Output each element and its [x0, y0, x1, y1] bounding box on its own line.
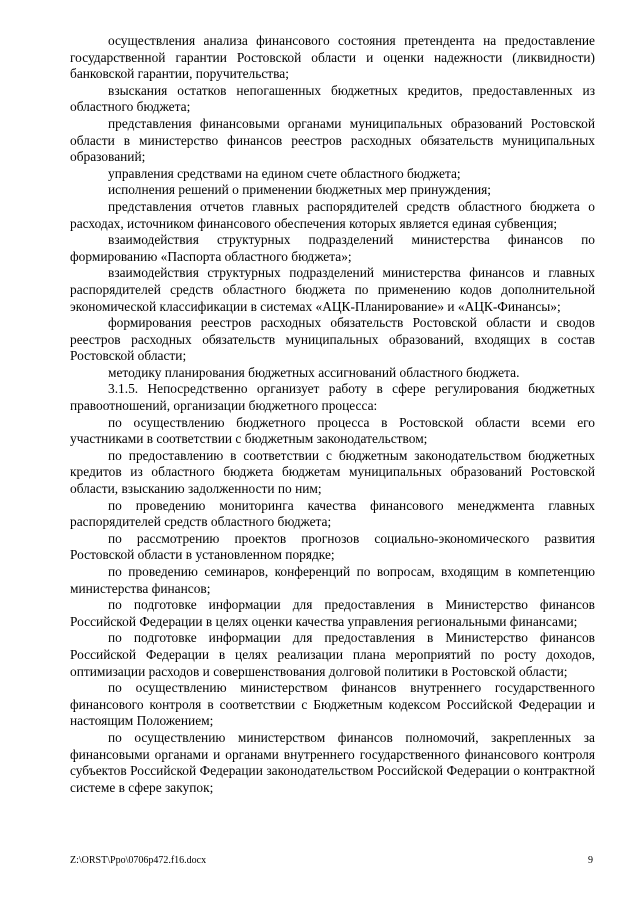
paragraph: представления отчетов главных распорядителей средств областного бюджета о расходах, источником финансового обеспечения которых является единая субвенция;: [70, 198, 595, 231]
paragraph: по подготовке информации для предоставления в Министерство финансов Российской Федерации в целях оценки качества управления региональными финансами;: [70, 597, 595, 629]
footer-page-number: 9: [588, 855, 593, 866]
paragraph: по рассмотрению проектов прогнозов социально-экономического развития Ростовской области в установленном порядке;: [70, 530, 595, 563]
section-paragraph: 3.1.5. Непосредственно организует работу в сфере регулирования бюджетных правоотношений, организации бюджетного процесса:: [70, 381, 595, 414]
paragraph: по подготовке информации для предоставления в Министерство финансов Российской Федерации в целях реализации плана мероприятий по росту доходов, оптимизации расходов и совершенствования долговой политики в Ростовской области;: [70, 630, 595, 679]
paragraph: представления финансовыми органами муниципальных образований Ростовской области в министерство финансов реестров расходных обязательств муниципальных образований;: [70, 115, 595, 165]
paragraph: по предоставлению в соответствии с бюджетным законодательством бюджетных кредитов из областного бюджета бюджетам муниципальных образований Ростовской области, взысканию задолженности по ним;: [70, 447, 595, 497]
paragraph: взаимодействия структурных подразделений министерства финансов и главных распорядителей средств областного бюджета по применению кодов дополнительной экономической классификации в системах «АЦК-Планирование» и «АЦК-Финансы»;: [70, 265, 595, 314]
paragraph: по осуществлению министерством финансов внутреннего государственного финансового контроля в соответствии с Бюджетным кодексом Российской Федерации и настоящим Положением;: [70, 680, 595, 729]
paragraph: формирования реестров расходных обязательств Ростовской области и сводов реестров расходных обязательств муниципальных образований, входящих в состав Ростовской области;: [70, 315, 595, 364]
paragraph: методику планирования бюджетных ассигнований областного бюджета.: [108, 364, 520, 380]
paragraph: по проведению мониторинга качества финансового менеджмента главных распорядителей средств областного бюджета;: [70, 497, 595, 530]
paragraph: взыскания остатков непогашенных бюджетных кредитов, предоставленных из областного бюджета;: [70, 82, 595, 115]
paragraph: по осуществлению бюджетного процесса в Ростовской области всеми его участниками в соответствии с бюджетным законодательством;: [70, 414, 595, 447]
paragraph: по проведению семинаров, конференций по вопросам, входящим в компетенцию министерства финансов;: [70, 564, 595, 596]
paragraph: взаимодействия структурных подразделений министерства финансов по формированию «Паспорта областного бюджета»;: [70, 232, 595, 264]
footer-file-path: Z:\ORST\Ppo\0706p472.f16.docx: [70, 855, 207, 866]
paragraph: осуществления анализа финансового состояния претендента на предоставление государственной гарантии Ростовской области и оценки надежности (ликвидности) банковской гарантии, поручительства;: [70, 33, 595, 82]
document-body: [70, 33, 595, 796]
paragraph: управления средствами на едином счете областного бюджета;: [108, 165, 461, 181]
paragraph: по осуществлению министерством финансов полномочий, закрепленных за финансовыми органами и органами внутреннего государственного финансового контроля субъектов Российской Федерации законодательством Российской Федерации о контрактной системе в сфере закупок;: [70, 729, 595, 795]
paragraph: исполнения решений о применении бюджетных мер принуждения;: [108, 182, 492, 198]
